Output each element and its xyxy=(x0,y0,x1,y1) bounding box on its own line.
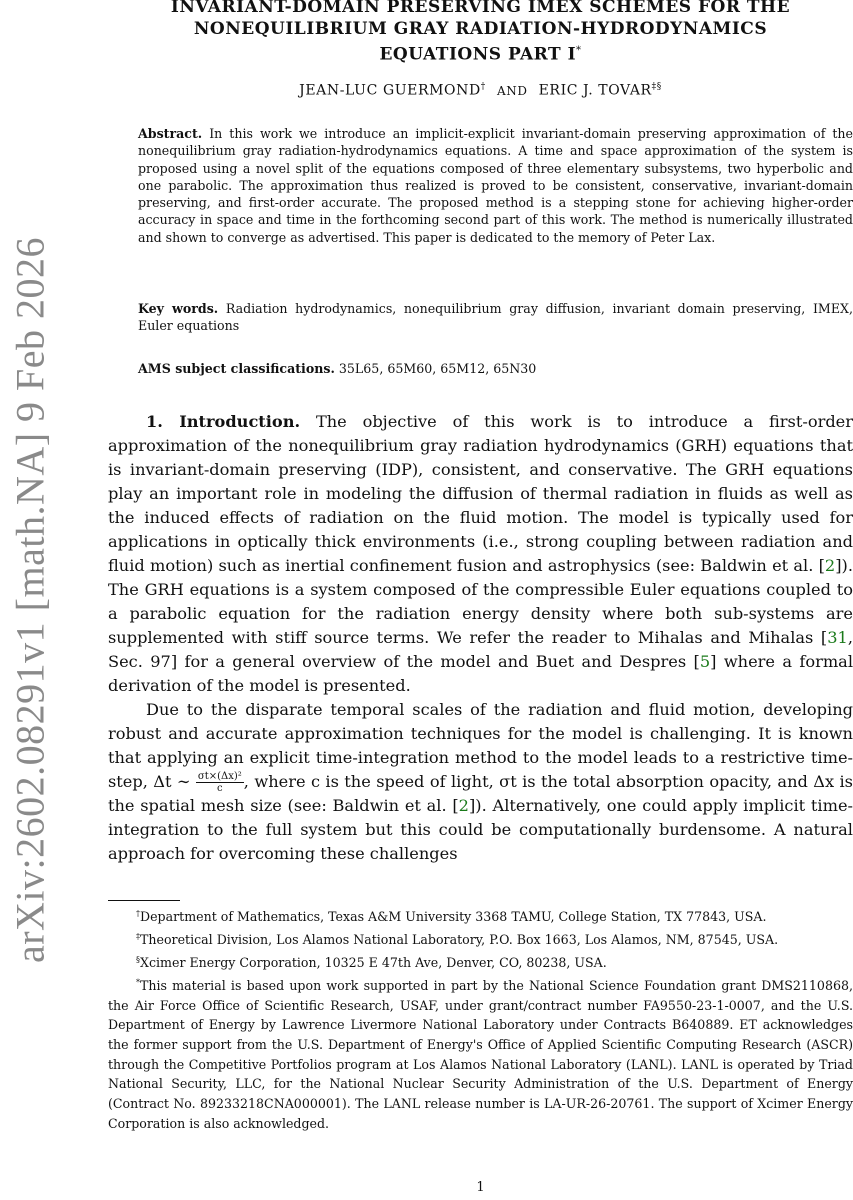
arxiv-stamp xyxy=(0,0,60,1200)
title-line-3: EQUATIONS PART I* xyxy=(379,44,582,65)
abstract xyxy=(138,125,853,246)
footnote-affiliation-3: §Xcimer Energy Corporation, 10325 E 47th Ave, Denver, CO, 80238, USA. xyxy=(136,954,607,970)
section-heading: 1. Introduction. xyxy=(146,412,301,431)
citation-link[interactable]: 5 xyxy=(699,652,711,671)
title-line-2: NONEQUILIBRIUM GRAY RADIATION-HYDRODYNAMICS xyxy=(193,19,768,39)
citation-link[interactable]: 2 xyxy=(824,556,836,575)
ams-classifications xyxy=(138,360,853,377)
keywords xyxy=(138,300,853,335)
footnote-funding: *This material is based upon work supported in part by the National Science Foundation grant DMS2110868, the Air Force Office of Scientific Research, USAF, under grant/contract number FA9550-23-1-0007, and the U.S. Department of Energy by Lawrence Livermore National Laboratory under Contracts B640889. ET acknowledges the former support from the U.S. Department of Energy's Office of Applied Scientific Computing Research (ASCR) through the Competitive Portfolios program at Los Alamos National Laboratory (LANL). LANL is operated by Triad National Security, LLC, for the National Nuclear Security Administration of the U.S. Department of Energy (Contract No. 89233218CNA000001). The LANL release number is LA-UR-26-20761. The support of Xcimer Energy Corporation is also acknowledged. xyxy=(108,977,853,1131)
author-tovar: ERIC J. TOVAR xyxy=(538,82,652,99)
title-footnote-mark: * xyxy=(576,45,582,56)
ams-label: AMS subject classifications. xyxy=(138,361,335,376)
author1-mark: † xyxy=(480,82,486,92)
title-line-1: INVARIANT-DOMAIN PRESERVING IMEX SCHEMES FOR THE xyxy=(170,0,791,17)
introduction-section xyxy=(108,410,853,866)
intro-paragraph-1: 1. Introduction. The objective of this work is to introduce a first-order approximation of the nonequilibrium gray radiation hydrodynamics (GRH) equations that is invariant-domain preserving (IDP), consistent, and conservative. The GRH equations play an important role in modeling the diffusion of thermal radiation in fluids as well as the induced effects of radiation on the fluid motion. The model is typically used for applications in optically thick environments (i.e., strong coupling between radiation and fluid motion) such as inertial confinement fusion and astrophysics (see: Baldwin et al. [2]). The GRH equations is a system composed of the compressible Euler equations coupled to a parabolic equation for the radiation energy density where both sub-systems are supplemented with stiff source terms. We refer the reader to Mihalas and Mihalas [31, Sec. 97] for a general overview of the model and Buet and Despres [5] where a formal derivation of the model is presented. xyxy=(108,412,853,695)
ams-text: 35L65, 65M60, 65M12, 65N30 xyxy=(338,361,537,376)
citation-link[interactable]: 31 xyxy=(827,628,848,647)
page-number: 1 xyxy=(476,1180,485,1195)
footnote-rule xyxy=(108,900,180,901)
footnote-affiliation-1: †Department of Mathematics, Texas A&M University 3368 TAMU, College Station, TX 77843, USA. xyxy=(136,909,767,925)
authors-and: AND xyxy=(496,83,528,98)
author-guermond: JEAN-LUC GUERMOND xyxy=(299,82,481,99)
arxiv-identifier: arXiv:2602.08291v1 [math.NA] 9 Feb 2026 xyxy=(7,236,53,964)
footnotes xyxy=(108,904,853,1133)
authors xyxy=(108,82,853,99)
intro-paragraph-2: Due to the disparate temporal scales of the radiation and fluid motion, developing robust and accurate approximation techniques for the model is challenging. It is known that applying an explicit time-integration method to the model leads to a restrictive time-step, Δt ∼ $\frac{\text{σt×(Δx)²}}{c}$ , where c is the speed of light, σt is the total absorption opacity, and Δx is the spatial mesh size (see: Baldwin et al. [2]). Alternatively, one could apply implicit time-integration to the full system but this could be computationally burdensome. A natural approach for overcoming these challenges xyxy=(108,700,853,863)
abstract-text: In this work we introduce an implicit-explicit invariant-domain preserving approximation of the nonequilibrium gray radiation-hydrodynamics equations. A time and space approximation of the system is proposed using a novel split of the equations composed of three elementary subsystems, two hyperbolic and one parabolic. The approximation thus realized is proved to be consistent, conservative, invariant-domain preserving, and first-order accurate. The proposed method is a stepping stone for achieving higher-order accuracy in space and time in the forthcoming second part of this work. The method is numerically illustrated and shown to converge as advertised. This paper is dedicated to the memory of Peter Lax. xyxy=(138,126,853,245)
paper-title xyxy=(108,0,853,66)
keywords-label: Key words. xyxy=(138,301,219,316)
keywords-text: Radiation hydrodynamics, nonequilibrium gray diffusion, invariant domain preserving, IMEX, Euler equations xyxy=(138,301,853,334)
time-step-fraction: $\frac{\text{σt×(Δx)²}}{c}$ xyxy=(197,771,242,794)
citation-link[interactable]: 2 xyxy=(458,796,469,815)
author2-mark: ‡§ xyxy=(651,82,662,92)
abstract-label: Abstract. xyxy=(138,126,203,141)
footnote-affiliation-2: ‡Theoretical Division, Los Alamos National Laboratory, P.O. Box 1663, Los Alamos, NM, 87545, USA. xyxy=(136,931,779,948)
